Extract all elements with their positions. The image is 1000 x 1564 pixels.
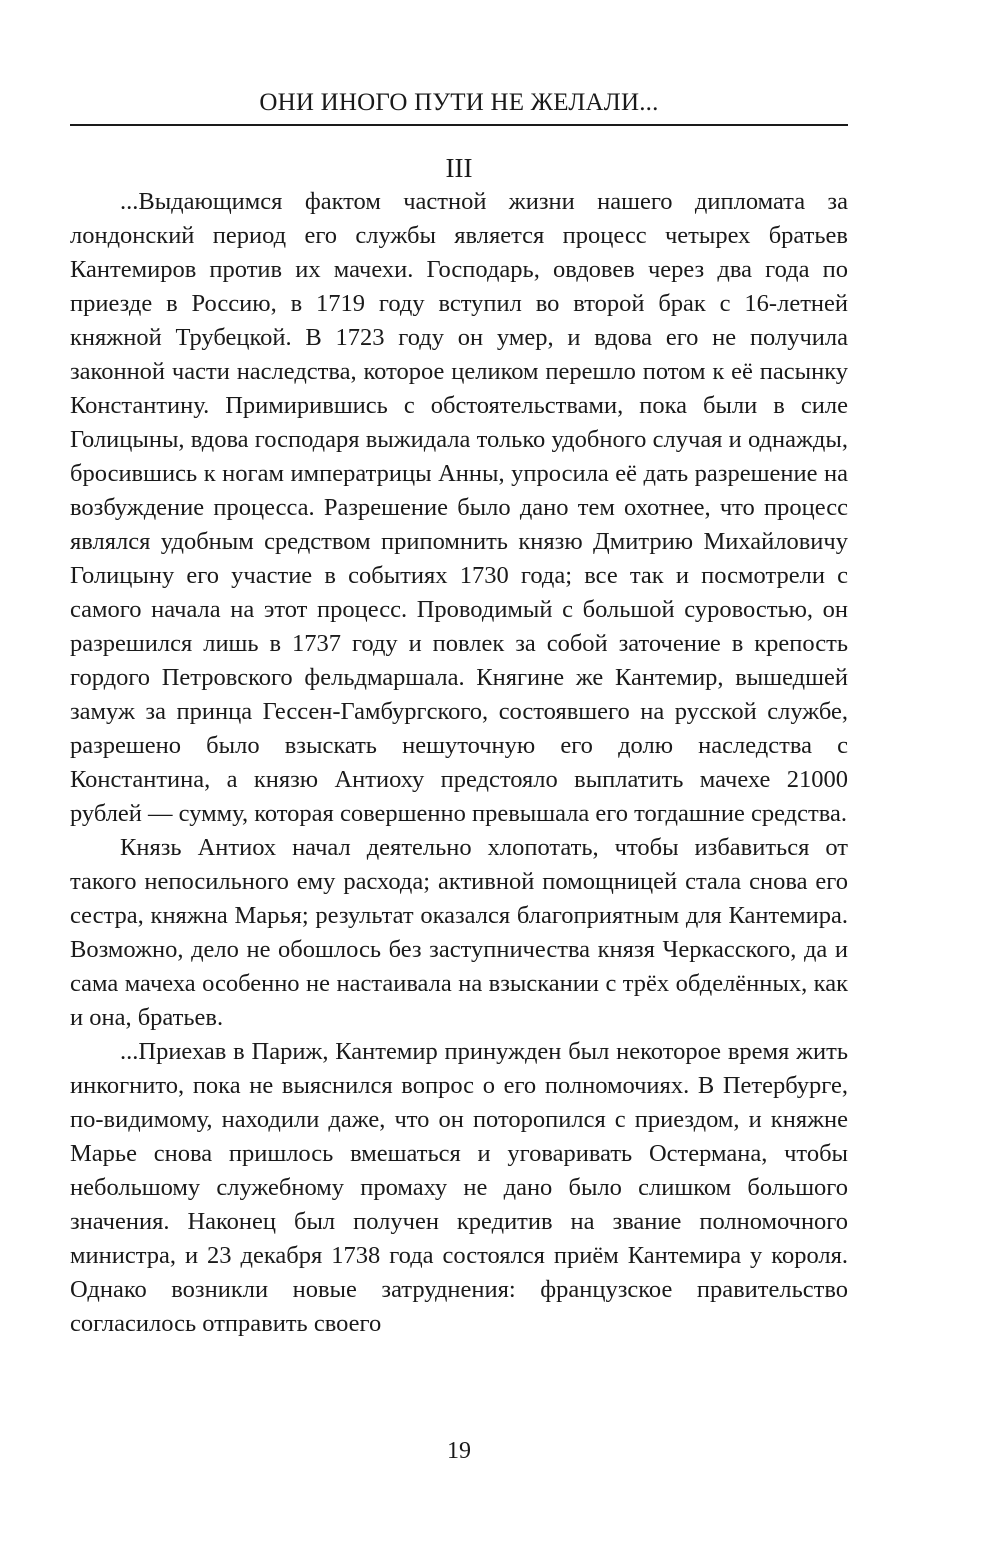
body-text xyxy=(70,185,848,1341)
section-number: III xyxy=(445,153,473,183)
running-header: ОНИ ИНОГО ПУТИ НЕ ЖЕЛАЛИ... xyxy=(259,89,659,116)
paragraph-3: ...Приехав в Париж, Кантемир принужден был некоторое время жить инкогнито, пока не выяснился вопрос о его полномочиях. В Петербурге, по-видимому, находили даже, что он поторопился с приездом, и княжне Марье снова пришлось вмешаться и уговаривать Остермана, чтобы небольшому служебному промаху не дано было слишком большого значения. Наконец был получен кредитив на звание полномочного министра, и 23 декабря 1738 года состоялся приём Кантемира у короля. Однако возникли новые затруднения: французское правительство согласилось отправить своего xyxy=(70,1038,848,1337)
header-rule xyxy=(70,124,848,126)
paragraph-1: ...Выдающимся фактом частной жизни нашего дипломата за лондонский период его службы является процесс четырех братьев Кантемиров против их мачехи. Господарь, овдовев через два года по приезде в Россию, в 1719 году вступил во второй брак с 16-летней княжной Трубецкой. В 1723 году он умер, и вдова его не получила законной части наследства, которое целиком перешло потом к её пасынку Константину. Примирившись с обстоятельствами, пока были в силе Голицыны, вдова господаря выжидала только удобного случая и однажды, бросившись к ногам императрицы Анны, упросила её дать разрешение на возбуждение процесса. Разрешение было дано тем охотнее, что процесс являлся удобным средством припомнить князю Дмитрию Михайловичу Голицыну его участие в событиях 1730 года; все так и посмотрели с самого начала на этот процесс. Проводимый с большой суровостью, он разрешился лишь в 1737 году и повлек за собой заточение в крепость гордого Петровского фельдмаршала. Княгине же Кантемир, вышедшей замуж за принца Гессен-Гамбургского, состоявшего на русской службе, разрешено было взыскать нешуточную его долю наследства с Константина, а князю Антиоху предстояло выплатить мачехе 21000 рублей — сумму, которая совершенно превышала его тогдашние средства. xyxy=(70,188,848,827)
page-number: 19 xyxy=(447,1438,471,1464)
paragraph-2: Князь Антиох начал деятельно хлопотать, чтобы избавиться от такого непосильного ему расхода; активной помощницей стала снова его сестра, княжна Марья; результат оказался благоприятным для Кантемира. Возможно, дело не обошлось без заступничества князя Черкасского, да и сама мачеха особенно не настаивала на взыскании с трёх обделённых, как и она, братьев. xyxy=(70,834,848,1031)
